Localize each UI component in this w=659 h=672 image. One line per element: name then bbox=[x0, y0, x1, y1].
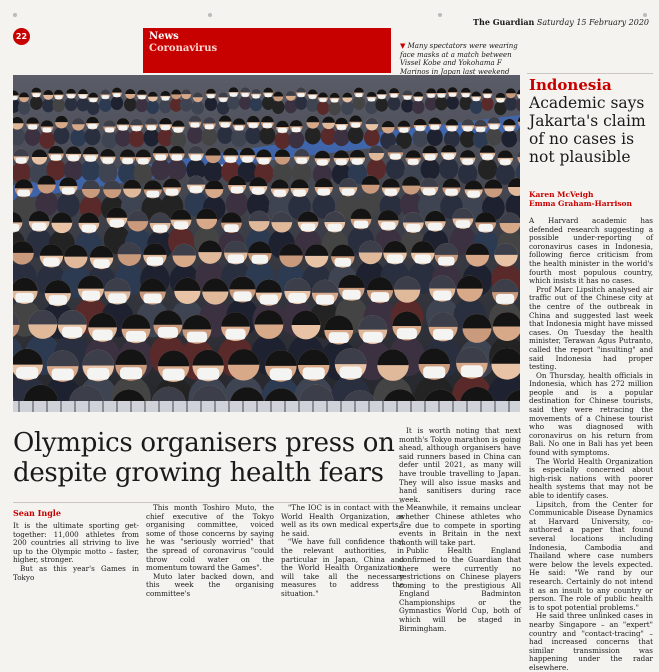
face-mask bbox=[147, 125, 156, 130]
face-mask bbox=[371, 292, 389, 302]
masthead bbox=[473, 17, 649, 27]
spectator-body bbox=[478, 158, 497, 180]
spectator-body bbox=[204, 161, 223, 183]
face-mask bbox=[428, 223, 443, 231]
spectator-body bbox=[388, 97, 401, 111]
face-mask bbox=[253, 95, 260, 99]
railing-post bbox=[466, 401, 468, 412]
railing-post bbox=[284, 401, 286, 412]
face-mask bbox=[292, 127, 301, 132]
face-mask bbox=[317, 159, 328, 165]
face-mask bbox=[497, 98, 504, 102]
face-mask bbox=[399, 128, 408, 133]
face-mask bbox=[301, 223, 316, 231]
face-mask bbox=[161, 125, 170, 130]
face-mask bbox=[162, 369, 184, 381]
face-mask bbox=[317, 188, 330, 195]
face-mask bbox=[225, 329, 245, 340]
main-col-1-p2: But as this year's Games in Tokyo bbox=[13, 565, 139, 582]
face-mask bbox=[433, 291, 451, 301]
face-mask bbox=[33, 93, 40, 97]
face-mask bbox=[258, 158, 269, 164]
face-mask bbox=[461, 365, 483, 377]
main-col-1 bbox=[13, 522, 139, 582]
spectator-body bbox=[25, 128, 41, 146]
railing-post bbox=[340, 401, 342, 412]
face-mask bbox=[476, 127, 485, 132]
face-mask bbox=[278, 128, 287, 133]
caption-text: Many spectators were wearing face masks at a match between Vissel Kobe and Yokohama F Marinos in Japan last weekend bbox=[400, 42, 518, 76]
face-mask bbox=[355, 93, 362, 97]
spectator-body bbox=[239, 96, 252, 110]
face-mask bbox=[79, 95, 86, 99]
spectator-body bbox=[481, 97, 494, 111]
main-col-1-p1: It is the ultimate sporting get-together: 11,000 athletes from 200 countries all striving to live up to the Olympic motto – faster, higher, stronger. bbox=[13, 522, 139, 565]
face-mask bbox=[242, 156, 253, 162]
face-mask bbox=[15, 293, 33, 303]
face-mask bbox=[384, 189, 397, 196]
face-mask bbox=[43, 128, 52, 133]
railing-post bbox=[312, 401, 314, 412]
face-mask bbox=[381, 222, 396, 230]
spectator-body bbox=[348, 126, 364, 144]
railing-post bbox=[60, 401, 62, 412]
face-mask bbox=[490, 124, 499, 129]
spectator-body bbox=[70, 129, 86, 147]
spectator-body bbox=[129, 130, 145, 148]
side-p3: On Thursday, health officials in Indonesia, which has 272 million people and is a popular destination for Chinese tourists, said they were retracing the movements of a Chinese tourist who was diagnosed with coronavirus on his return from Bali. No one in Bali has yet been found with symptoms. bbox=[529, 372, 653, 458]
face-mask bbox=[397, 328, 417, 339]
spectator-body bbox=[401, 99, 414, 113]
face-mask bbox=[132, 126, 141, 131]
face-mask bbox=[224, 224, 239, 232]
section-sublabel: Coronavirus bbox=[149, 43, 217, 54]
spectator-body bbox=[486, 128, 502, 146]
spectator-body bbox=[364, 129, 380, 147]
face-mask bbox=[52, 368, 74, 380]
railing-post bbox=[32, 401, 34, 412]
face-mask bbox=[87, 368, 109, 380]
railing-post bbox=[46, 401, 48, 412]
railing-post bbox=[214, 401, 216, 412]
main-col-3-p1: "The IOC is in contact with the World Health Organization, as well as its own medical experts," he said. bbox=[281, 504, 404, 538]
railing-post bbox=[130, 401, 132, 412]
face-mask bbox=[415, 97, 422, 101]
face-mask bbox=[368, 97, 375, 101]
face-mask bbox=[28, 125, 37, 130]
face-mask bbox=[17, 190, 30, 197]
face-mask bbox=[162, 97, 169, 101]
face-mask bbox=[62, 188, 75, 195]
main-col-3 bbox=[281, 504, 404, 599]
railing-post bbox=[102, 401, 104, 412]
spectator-body bbox=[18, 101, 31, 115]
spectator-body bbox=[231, 129, 247, 147]
spectator-body bbox=[353, 96, 366, 110]
face-mask bbox=[340, 366, 362, 378]
spectator-body bbox=[439, 158, 458, 180]
face-mask bbox=[274, 190, 287, 197]
spectator-body bbox=[192, 101, 205, 115]
face-mask bbox=[105, 127, 114, 132]
face-mask bbox=[249, 123, 258, 128]
spectator-body bbox=[341, 101, 354, 115]
face-mask bbox=[303, 367, 325, 379]
caption-triangle-icon: ▼ bbox=[400, 42, 405, 50]
spectator-body bbox=[217, 126, 233, 144]
face-mask bbox=[119, 125, 128, 130]
face-mask bbox=[190, 186, 203, 193]
face-mask bbox=[220, 98, 227, 102]
main-col-4-p3: Public Health England confirmed to the Guardian that there were currently no restrictions on Chinese players coming to the prestigious All England Badminton Championships or the Gymnastics World Cup, both of which will be staged in Birmingham. bbox=[399, 547, 521, 633]
face-mask bbox=[51, 155, 62, 161]
face-mask bbox=[438, 257, 454, 266]
face-mask bbox=[408, 159, 419, 165]
face-mask bbox=[88, 124, 97, 129]
railing-post bbox=[438, 401, 440, 412]
spectator-body bbox=[295, 96, 308, 110]
face-mask bbox=[260, 295, 278, 305]
face-mask bbox=[342, 189, 355, 196]
face-mask bbox=[331, 99, 338, 103]
face-mask bbox=[126, 331, 146, 342]
face-mask bbox=[352, 159, 363, 165]
face-mask bbox=[296, 158, 307, 164]
spectator-body bbox=[501, 130, 517, 148]
face-mask bbox=[363, 332, 383, 343]
spectator-body bbox=[167, 159, 186, 181]
face-mask bbox=[270, 368, 292, 380]
face-mask bbox=[108, 293, 126, 303]
railing-post bbox=[368, 401, 370, 412]
face-mask bbox=[335, 258, 351, 267]
face-mask bbox=[456, 220, 471, 228]
spectator-body bbox=[102, 131, 118, 149]
spectator-body bbox=[259, 127, 275, 145]
face-mask bbox=[93, 259, 109, 268]
face-mask bbox=[478, 224, 493, 232]
spectator-body bbox=[87, 101, 100, 115]
face-mask bbox=[171, 155, 182, 161]
railing-post bbox=[18, 401, 20, 412]
main-col-2-p1: This month Toshiro Muto, the chief executive of the Tokyo organising committee, voiced some of those concerns by saying he was "seriously worried" that the spread of coronavirus "could throw cold water on the momentum toward the Games". bbox=[146, 504, 274, 573]
face-mask bbox=[430, 125, 439, 130]
face-mask bbox=[207, 94, 214, 98]
railing-post bbox=[326, 401, 328, 412]
face-mask bbox=[155, 154, 166, 160]
railing-post bbox=[508, 401, 510, 412]
face-mask bbox=[428, 94, 435, 98]
spectator-body bbox=[444, 130, 460, 148]
face-mask bbox=[110, 219, 125, 227]
spectator-body bbox=[201, 128, 217, 146]
side-kicker: Indonesia bbox=[529, 76, 612, 94]
face-mask bbox=[174, 128, 183, 133]
railing-post bbox=[88, 401, 90, 412]
railing-post bbox=[452, 401, 454, 412]
face-mask bbox=[143, 293, 161, 303]
spectator-body bbox=[111, 96, 124, 110]
face-mask bbox=[391, 94, 398, 98]
spectator-body bbox=[144, 129, 160, 147]
face-mask bbox=[228, 254, 244, 263]
spectator-body bbox=[136, 98, 149, 112]
spectator-body bbox=[187, 126, 203, 144]
railing-post bbox=[116, 401, 118, 412]
side-byline-2: Emma Graham-Harrison bbox=[529, 199, 632, 208]
spectator-body bbox=[288, 131, 304, 149]
face-mask bbox=[378, 95, 385, 99]
railing-post bbox=[494, 401, 496, 412]
spectator-body bbox=[39, 131, 55, 149]
face-mask bbox=[433, 329, 453, 340]
spectator-body bbox=[124, 97, 137, 111]
spectator-body bbox=[159, 99, 172, 113]
face-mask bbox=[205, 124, 214, 129]
masthead-date: Saturday 15 February 2020 bbox=[537, 18, 649, 27]
railing-post bbox=[228, 401, 230, 412]
spectator-body bbox=[205, 97, 218, 111]
railing-post bbox=[158, 401, 160, 412]
spectator-body bbox=[85, 128, 101, 146]
spectator-body bbox=[386, 158, 405, 180]
face-mask bbox=[496, 294, 514, 304]
railing-post bbox=[186, 401, 188, 412]
face-mask bbox=[225, 157, 236, 163]
face-mask bbox=[85, 155, 96, 161]
side-p5: Lipsitch, from the Center for Communicable Disease Dynamics at Harvard University, co-authored a paper that found several locations including Indonesia, Cambodia and Thailand where case numbers were below the levels expected. He said: "We rand by our research. Certainly do not intend it as an insult to any country or person. The role of public health is to spot potential problems." bbox=[529, 501, 653, 613]
face-mask bbox=[230, 93, 237, 97]
face-mask bbox=[387, 254, 403, 263]
face-mask bbox=[242, 93, 249, 97]
face-mask bbox=[416, 126, 425, 131]
face-mask bbox=[423, 366, 445, 378]
spectator-body bbox=[30, 96, 42, 110]
face-mask bbox=[92, 330, 112, 341]
side-top-rule bbox=[527, 73, 653, 74]
spectator-body bbox=[52, 98, 65, 112]
face-mask bbox=[354, 220, 369, 228]
face-mask bbox=[233, 291, 251, 301]
face-mask bbox=[425, 154, 436, 160]
railing-post bbox=[242, 401, 244, 412]
face-mask bbox=[327, 224, 342, 232]
spectator-body bbox=[180, 98, 193, 112]
face-mask bbox=[146, 191, 159, 198]
face-mask bbox=[32, 223, 47, 231]
side-p6: He said three unlinked cases in nearby Singapore – an "expert" country and "contact-tracing" – had increased concerns that similar transmission was happening under the radar elsewhere. bbox=[529, 612, 653, 672]
crowd-photo-image bbox=[13, 75, 520, 412]
face-mask bbox=[309, 95, 316, 99]
face-mask bbox=[113, 93, 120, 97]
railing-post bbox=[424, 401, 426, 412]
spectator-body bbox=[305, 127, 321, 145]
face-mask bbox=[49, 295, 67, 305]
face-mask bbox=[336, 159, 347, 165]
railing-post bbox=[270, 401, 272, 412]
spectator-body bbox=[317, 101, 330, 115]
spectator-body bbox=[65, 97, 78, 111]
railing-post bbox=[410, 401, 412, 412]
face-mask bbox=[462, 159, 473, 165]
face-mask bbox=[462, 93, 469, 97]
spectator-body bbox=[412, 100, 425, 114]
spectator-body bbox=[98, 162, 117, 184]
face-mask bbox=[191, 123, 200, 128]
spectator-body bbox=[375, 98, 388, 112]
spectator-body bbox=[334, 128, 350, 146]
face-mask bbox=[449, 93, 456, 97]
railing-post bbox=[200, 401, 202, 412]
face-mask bbox=[13, 224, 19, 232]
railing-post bbox=[396, 401, 398, 412]
face-mask bbox=[221, 123, 230, 128]
main-col-2 bbox=[146, 504, 274, 599]
face-mask bbox=[293, 189, 306, 196]
side-p4: The World Health Organization is especially concerned about high-risk nations with poorer health systems that may not be able to identify cases. bbox=[529, 458, 653, 501]
face-mask bbox=[231, 186, 244, 193]
spectator-body bbox=[147, 100, 160, 114]
main-col-4-p1: It is worth noting that next month's Tokyo marathon is going ahead, although organisers have said runners based in China can defer until 2021, as many will have trouble travelling to Japan. They will also issue masks and hand sanitisers during race week. bbox=[399, 427, 521, 504]
face-mask bbox=[288, 293, 306, 303]
face-mask bbox=[138, 158, 149, 164]
face-mask bbox=[337, 125, 346, 130]
main-byline: Sean Ingle bbox=[13, 508, 61, 518]
page-number: 22 bbox=[13, 28, 30, 45]
spectator-body bbox=[115, 129, 131, 147]
railing-post bbox=[74, 401, 76, 412]
face-mask bbox=[329, 332, 349, 343]
spectator-body bbox=[227, 96, 240, 110]
face-mask bbox=[473, 97, 480, 101]
face-mask bbox=[316, 295, 334, 305]
face-mask bbox=[102, 95, 109, 99]
face-mask bbox=[82, 291, 100, 301]
section-label: News bbox=[149, 31, 179, 42]
face-mask bbox=[298, 93, 305, 97]
face-mask bbox=[158, 327, 178, 338]
spectator-body bbox=[328, 101, 341, 115]
railing-post bbox=[144, 401, 146, 412]
main-col-2-p2: Muto later backed down, and this week the organising committee's bbox=[146, 573, 274, 599]
spectator-body bbox=[446, 96, 459, 110]
face-mask bbox=[197, 368, 219, 380]
spectator-body bbox=[435, 96, 448, 110]
spectator-body bbox=[54, 127, 70, 145]
face-mask bbox=[484, 94, 491, 98]
face-mask bbox=[16, 158, 27, 164]
face-mask bbox=[120, 367, 142, 379]
face-mask bbox=[319, 98, 326, 102]
side-headline: Academic says Jakarta's claim of no cases is not plausible bbox=[529, 94, 653, 166]
face-mask bbox=[147, 257, 163, 266]
spectator-body bbox=[250, 97, 263, 111]
face-mask bbox=[406, 224, 421, 232]
spectator-body bbox=[245, 127, 261, 145]
railing-post bbox=[298, 401, 300, 412]
spectator-body bbox=[427, 128, 443, 146]
face-mask bbox=[174, 221, 189, 229]
masthead-paper: The Guardian bbox=[473, 17, 534, 27]
spectator-body bbox=[421, 159, 440, 181]
face-mask bbox=[265, 93, 272, 97]
face-mask bbox=[443, 154, 454, 160]
railing-post bbox=[480, 401, 482, 412]
face-mask bbox=[342, 290, 360, 300]
face-mask bbox=[62, 327, 82, 338]
face-mask bbox=[505, 126, 514, 131]
main-col-4 bbox=[399, 427, 521, 633]
face-mask bbox=[463, 126, 472, 131]
main-headline: Olympics organisers press on despite growing health fears bbox=[13, 428, 403, 488]
face-mask bbox=[90, 98, 97, 102]
face-mask bbox=[482, 154, 493, 160]
spectator-body bbox=[470, 100, 483, 114]
face-mask bbox=[68, 94, 75, 98]
face-mask bbox=[153, 225, 168, 233]
face-mask bbox=[16, 367, 38, 379]
railing-post bbox=[256, 401, 258, 412]
face-mask bbox=[187, 332, 207, 343]
side-byline bbox=[529, 190, 632, 208]
face-mask bbox=[518, 95, 520, 99]
face-mask bbox=[438, 94, 445, 98]
face-mask bbox=[351, 123, 360, 128]
spectator-body bbox=[81, 160, 100, 182]
crowd-photo bbox=[13, 75, 520, 412]
face-mask bbox=[122, 158, 133, 164]
face-mask bbox=[166, 189, 179, 196]
face-mask bbox=[404, 96, 411, 100]
main-col-3-p2: "We have full confidence that the relevant authorities, in particular in Japan, China and the World Health Organization, will take all the necessary measures to address the situation." bbox=[281, 538, 404, 598]
spectator-body bbox=[412, 129, 428, 147]
railing-post bbox=[172, 401, 174, 412]
spectator-body bbox=[272, 100, 285, 114]
main-col-4-p2: Meanwhile, it remains unclear whether Chinese athletes who are due to compete in sporting events in Britain in the next month will take part. bbox=[399, 504, 521, 547]
face-mask bbox=[13, 96, 17, 100]
railing-post bbox=[382, 401, 384, 412]
side-p2: Prof Marc Lipsitch analysed air traffic out of the Chinese city at the centre of the outbreak in China and suggested last week that Indonesia might have missed cases. On Tuesday the health minister, Terawan Agus Putranto, called the report "insulting" and said Indonesia had proper testing. bbox=[529, 286, 653, 372]
spectator-body bbox=[505, 97, 518, 111]
side-p1: A Harvard academic has defended research suggesting a possible under-reporting of coronavirus cases in Indonesia, following fierce criticism from the health minister in the world's fourth most populous country, which insists it has no cases. bbox=[529, 217, 653, 286]
face-mask bbox=[263, 123, 272, 128]
face-mask bbox=[138, 95, 145, 99]
spectator-body bbox=[99, 98, 112, 112]
face-mask bbox=[390, 154, 401, 160]
face-mask bbox=[467, 191, 480, 198]
face-mask bbox=[252, 187, 265, 194]
side-body bbox=[529, 217, 653, 672]
side-byline-1: Karen McVeigh bbox=[529, 190, 632, 199]
face-mask bbox=[43, 258, 59, 267]
face-mask bbox=[423, 188, 436, 195]
face-mask bbox=[500, 159, 511, 165]
face-mask bbox=[252, 255, 268, 264]
face-mask bbox=[68, 155, 79, 161]
face-mask bbox=[235, 126, 244, 131]
spectator-body bbox=[274, 131, 290, 149]
face-mask bbox=[191, 155, 202, 161]
face-mask bbox=[415, 255, 431, 264]
railing-post bbox=[354, 401, 356, 412]
face-mask bbox=[445, 189, 458, 196]
face-mask bbox=[82, 224, 97, 232]
face-mask bbox=[447, 126, 456, 131]
face-mask bbox=[102, 158, 113, 164]
face-mask bbox=[55, 95, 62, 99]
